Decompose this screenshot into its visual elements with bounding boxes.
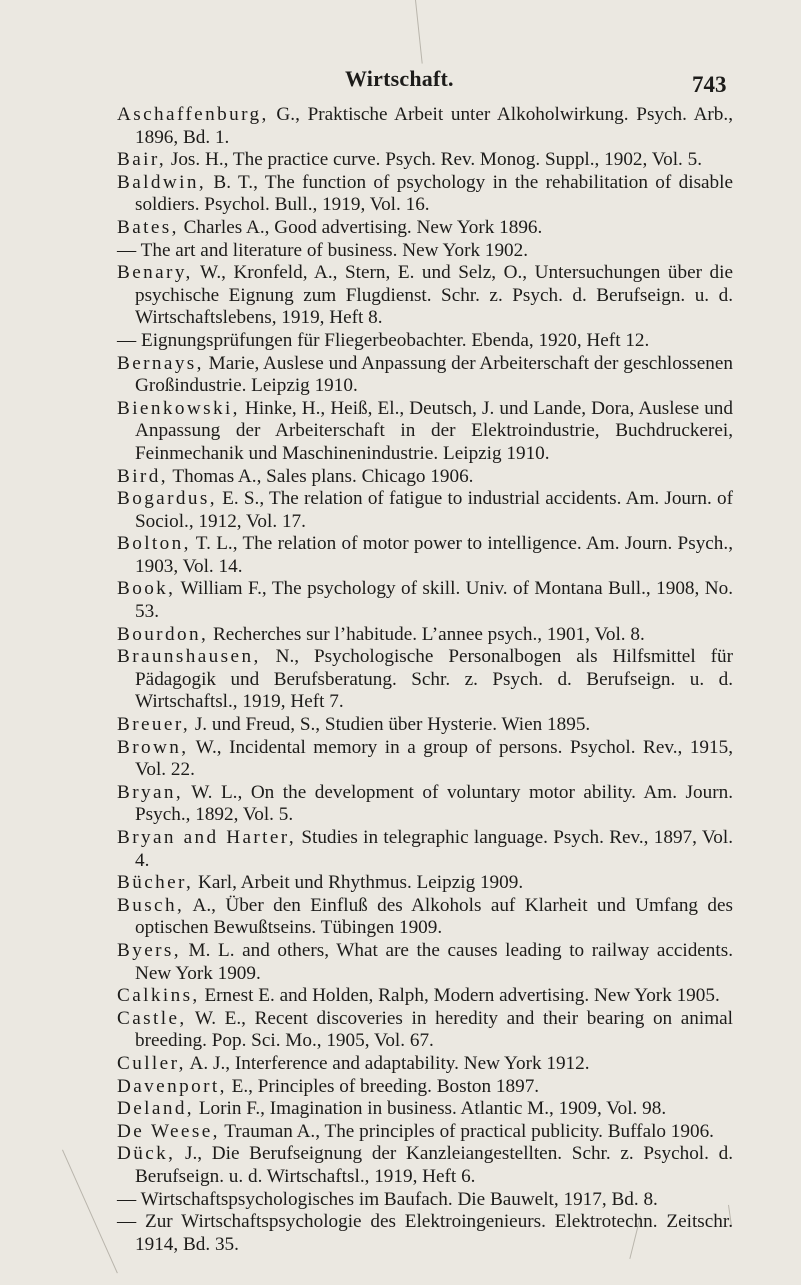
entry-text: G., Praktische Arbeit unter Alkoholwirkung. Psych. Arb., 1896, Bd. 1. (135, 104, 733, 148)
bibliography-entry (117, 737, 733, 782)
entry-text: W., Kronfeld, A., Stern, E. und Selz, O., Untersuchungen über die psychische Eignung zum Flugdienst. Schr. z. Psych. d. Berufseign. u. d. Wirtschaftslebens, 1919, Heft 8. (135, 262, 733, 329)
entry-author: Breuer, (117, 714, 191, 736)
entry-author: Bryan and Harter, (117, 827, 297, 848)
entry-text: Studies in telegraphic language. Psych. Rev., 1897, Vol. 4. (135, 827, 733, 871)
bibliography-entry (117, 714, 733, 737)
entry-text: — Wirtschaftspsychologisches im Baufach. Die Bauwelt, 1917, Bd. 8. (117, 1188, 658, 1210)
entry-author: Baldwin, (117, 171, 207, 193)
bibliography-entry (117, 262, 733, 330)
entry-text: Trauman A., The principles of practical publicity. Buffalo 1906. (219, 1120, 714, 1142)
entry-text: William F., The psychology of skill. Univ. of Montana Bull., 1908, No. 53. (135, 578, 733, 623)
bibliography-entry (117, 646, 733, 714)
entry-author: Book, (117, 578, 176, 600)
entry-author: Culler, (117, 1052, 186, 1074)
entry-text: A. J., Interference and adaptability. New York 1912. (185, 1052, 590, 1074)
entry-text: M. L. and others, What are the causes leading to railway accidents. New York 1909. (135, 939, 733, 984)
entry-text: Jos. H., The practice curve. Psych. Rev. Monog. Suppl., 1902, Vol. 5. (166, 149, 703, 171)
entry-author: De Weese, (117, 1120, 220, 1142)
entry-author: Deland, (117, 1098, 195, 1120)
entry-author: Bourdon, (117, 623, 209, 645)
entry-text: — Eignungsprüfungen für Fliegerbeobachter. Ebenda, 1920, Heft 12. (117, 329, 650, 351)
entry-author: Brown, (117, 736, 189, 758)
bibliography-entry (117, 398, 733, 466)
entry-text: N., Psychologische Personalbogen als Hilfsmittel für Pädagogik und Berufsberatung. Schr. z. Psych. d. Berufseign. u. d. Wirtschaftsl., 1919, Heft 7. (135, 646, 733, 713)
bibliography-entry (117, 1053, 733, 1076)
bibliography-entry (117, 172, 733, 217)
entry-author: Bates, (117, 216, 179, 238)
bibliography-entry (117, 533, 733, 578)
bibliography-entry (117, 149, 733, 172)
bibliography-entry (117, 872, 733, 895)
entry-author: Busch, (117, 894, 185, 916)
entry-text: Thomas A., Sales plans. Chicago 1906. (167, 465, 474, 487)
bibliography-entry (117, 578, 733, 623)
entry-text: — Zur Wirtschaftspsychologie des Elektroingenieurs. Elektrotechn. Zeitschr. 1914, Bd. 35. (117, 1211, 733, 1255)
bibliography-entry (117, 217, 733, 240)
entry-text: B. T., The function of psychology in the rehabilitation of disable soldiers. Psychol. Bull., 1919, Vol. 16. (135, 171, 733, 216)
page-number: 743 (692, 72, 727, 97)
bibliography-entry (117, 353, 733, 398)
bibliography-entry (117, 104, 733, 149)
entry-author: Bernays, (117, 352, 204, 374)
paper-scratch (62, 1150, 118, 1274)
bibliography-entry (117, 330, 733, 353)
entry-author: Bolton, (117, 533, 191, 555)
entry-author: Dück, (117, 1143, 176, 1165)
entry-text: W., Incidental memory in a group of persons. Psychol. Rev., 1915, Vol. 22. (135, 736, 733, 781)
entry-author: Bienkowski, (117, 397, 240, 419)
entry-text: W. E., Recent discoveries in heredity and their bearing on animal breeding. Pop. Sci. Mo., 1905, Vol. 67. (135, 1007, 733, 1052)
entry-author: Braunshausen, (117, 646, 261, 668)
bibliography-entry (117, 1143, 733, 1188)
bibliography-entry (117, 1008, 733, 1053)
bibliography-entry (117, 1211, 733, 1256)
bibliography-entry (117, 488, 733, 533)
entry-author: Bair, (117, 149, 167, 171)
entry-author: Byers, (117, 939, 181, 961)
entry-author: Benary, (117, 262, 193, 284)
bibliography-entry (117, 466, 733, 489)
entry-author: Davenport, (117, 1075, 227, 1097)
bibliography-entry (117, 240, 733, 263)
entry-text: — The art and literature of business. New York 1902. (117, 239, 529, 261)
bibliography-entry (117, 1189, 733, 1212)
bibliography-entry (117, 782, 733, 827)
entry-author: Bogardus, (117, 488, 217, 510)
entry-author: Castle, (117, 1007, 187, 1029)
entry-text: E. S., The relation of fatigue to industrial accidents. Am. Journ. of Sociol., 1912, Vol. 17. (135, 488, 733, 532)
entry-author: Bücher, (117, 872, 194, 894)
entry-text: A., Über den Einfluß des Alkohols auf Klarheit und Umfang des optischen Bewußtseins. Tübingen 1909. (135, 894, 733, 939)
entry-author: Aschaffenburg, (117, 104, 269, 125)
entry-text: Charles A., Good advertising. New York 1896. (178, 216, 543, 238)
running-header (0, 64, 801, 98)
bibliography-entry (117, 895, 733, 940)
entry-text: W. L., On the development of voluntary motor ability. Am. Journ. Psych., 1892, Vol. 5. (135, 781, 733, 826)
entry-text: Marie, Auslese und Anpassung der Arbeiterschaft der geschlossenen Großindustrie. Leipzig 1910. (135, 352, 733, 397)
bibliography-entry (117, 624, 733, 647)
entry-text: Hinke, H., Heiß, El., Deutsch, J. und Lande, Dora, Auslese und Anpassung der Arbeiterschaft in der Elektroindustrie, Buchdruckerei, Feinmechanik und Maschinenindustrie. Leipzig 1910. (135, 397, 733, 464)
entry-text: J., Die Berufseignung der Kanzleiangestellten. Schr. z. Psychol. d. Berufseign. u. d. Wirtschaftsl., 1919, Heft 6. (135, 1143, 733, 1187)
entry-author: Calkins, (117, 985, 200, 1007)
entry-author: Bryan, (117, 781, 184, 803)
entry-author: Bird, (117, 465, 168, 487)
bibliography-list (117, 104, 733, 1256)
entry-text: T. L., The relation of motor power to intelligence. Am. Journ. Psych., 1903, Vol. 14. (135, 533, 733, 577)
entry-text: E., Principles of breeding. Boston 1897. (226, 1075, 540, 1097)
bibliography-entry (117, 1121, 733, 1144)
bibliography-entry (117, 1098, 733, 1121)
bibliography-entry (117, 827, 733, 872)
entry-text: J. und Freud, S., Studien über Hysterie. Wien 1895. (190, 714, 591, 736)
entry-text: Lorin F., Imagination in business. Atlantic M., 1909, Vol. 98. (194, 1098, 667, 1120)
bibliography-entry (117, 985, 733, 1008)
header-title: Wirtschaft. (345, 66, 454, 91)
paper-scratch (415, 0, 423, 64)
entry-text: Recherches sur l’habitude. L’annee psych., 1901, Vol. 8. (208, 623, 645, 645)
entry-text: Karl, Arbeit und Rhythmus. Leipzig 1909. (193, 872, 524, 894)
bibliography-entry (117, 1076, 733, 1099)
entry-text: Ernest E. and Holden, Ralph, Modern advertising. New York 1905. (199, 985, 720, 1007)
bibliography-entry (117, 940, 733, 985)
